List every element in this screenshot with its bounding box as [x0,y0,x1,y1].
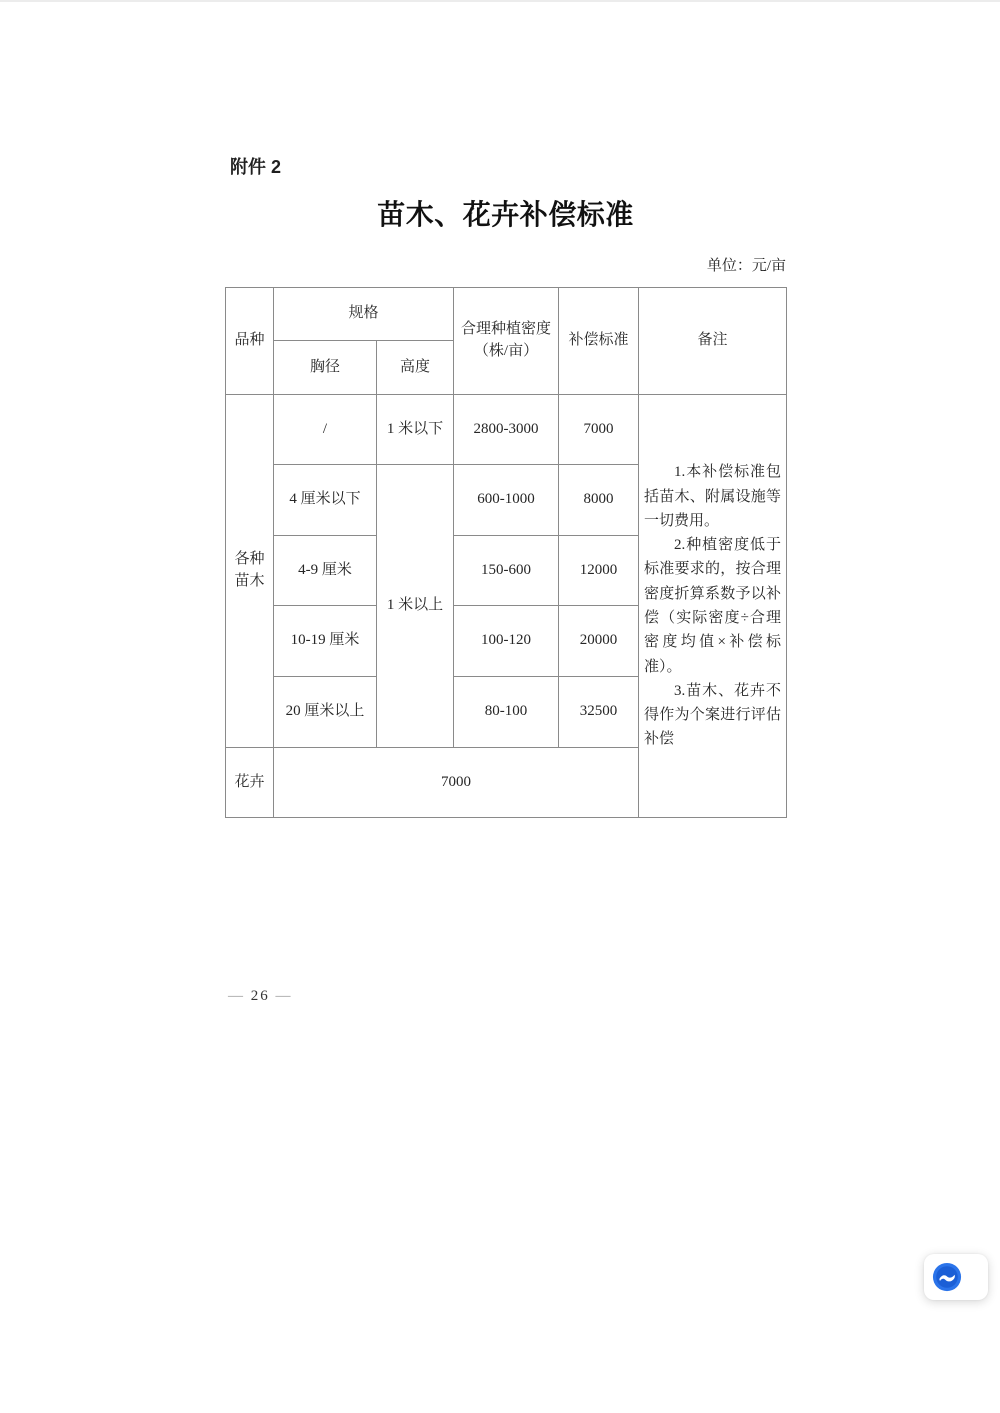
remark-item-1: 1.本补偿标准包括苗木、附属设施等一切费用。 [644,464,782,529]
cell-height-merged: 1 米以上 [377,465,454,748]
header-cell-standard: 补偿标准 [559,288,639,395]
cell-dbh: 20 厘米以上 [274,677,377,748]
cell-dbh: 4 厘米以下 [274,465,377,536]
unit-label: 单位：元/亩 [706,258,786,274]
page-title: 苗木、花卉补偿标准 [377,200,634,231]
cell-standard: 7000 [559,395,639,465]
cell-standard: 32500 [559,677,639,748]
cell-density: 2800-3000 [454,395,559,465]
cell-remarks [639,395,787,818]
cell-variety-flowers: 花卉 [226,748,274,818]
density-header-line2: （株/亩） [473,343,539,359]
page-number-value: 26 [250,988,270,1004]
header-cell-dbh: 胸径 [274,341,377,395]
density-header-line1: 合理种植密度 [461,321,552,338]
remark-item-3: 3.苗木、花卉不得作为个案进行评估补偿 [644,682,782,748]
cell-density: 150-600 [454,536,559,606]
attachment-label: 附件 2 [230,157,282,177]
header-cell-height: 高度 [377,341,454,395]
cell-standard: 8000 [559,465,639,536]
cell-flower-value: 7000 [274,748,639,818]
compensation-table [225,287,787,818]
header-cell-spec-group: 规格 [274,288,454,341]
cell-density: 600-1000 [454,465,559,536]
cell-variety-seedlings: 各种苗木 [226,395,274,748]
blue-wave-logo-icon [932,1262,962,1292]
cell-standard: 20000 [559,606,639,677]
remark-item-2: 2.种植密度低于标准要求的，按合理密度折算系数予以补偿（实际密度÷合理密度均值×补偿标准）。 [644,537,782,675]
header-cell-variety: 品种 [226,288,274,395]
page-number-right-dash: — [275,988,293,1004]
table-row [226,395,787,465]
page-number-left-dash: — [228,988,245,1004]
cell-dbh: 4-9 厘米 [274,536,377,606]
cell-dbh: / [274,395,377,465]
floating-assistant-button[interactable] [924,1254,988,1300]
header-cell-remark: 备注 [639,288,787,395]
cell-density: 100-120 [454,606,559,677]
header-cell-density [454,288,559,395]
page-top-edge [0,0,1000,2]
cell-standard: 12000 [559,536,639,606]
cell-dbh: 10-19 厘米 [274,606,377,677]
cell-height: 1 米以下 [377,395,454,465]
cell-density: 80-100 [454,677,559,748]
page-number [228,988,293,1005]
